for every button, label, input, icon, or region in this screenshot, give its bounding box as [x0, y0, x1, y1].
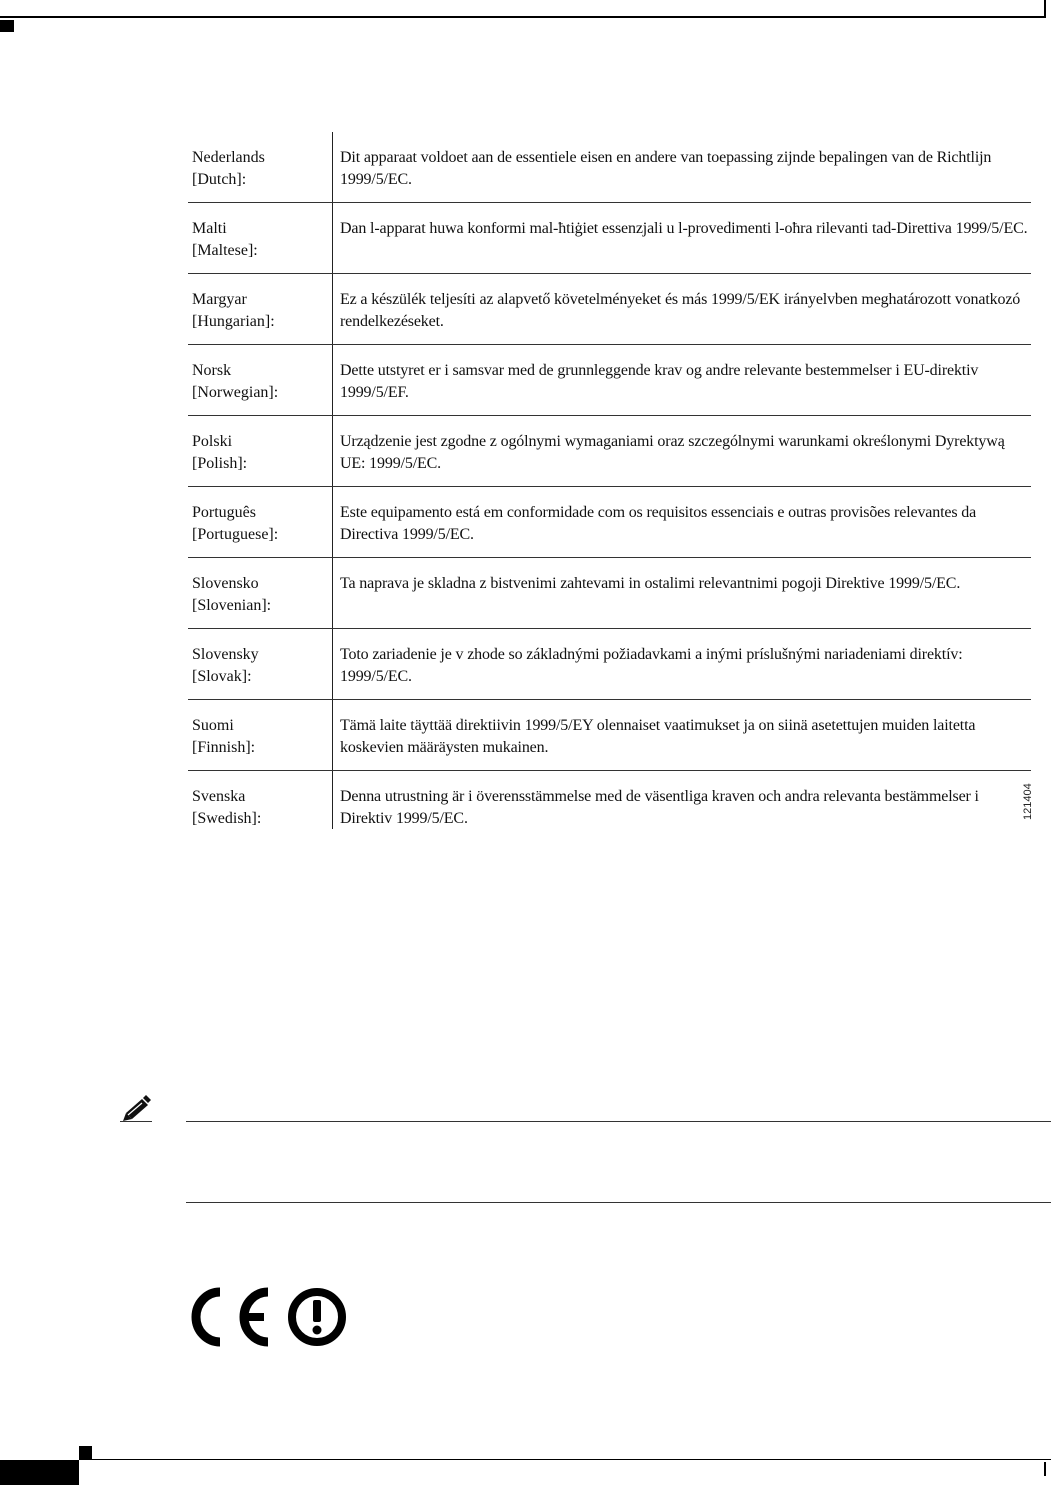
language-cell: [192, 147, 327, 191]
footer-corner-tick: [1044, 1462, 1046, 1476]
declaration-text: Dit apparaat voldoet aan de essentiele eisen en andere van toepassing zijnde bepalingen van de Richtlijn 1999/5/EC.: [340, 149, 992, 188]
language-tag: [Swedish]:: [192, 810, 262, 827]
table-row: [188, 344, 1031, 415]
declaration-text: Urządzenie jest zgodne z ogólnymi wymaganiami oraz szczególnymi warunkami określonymi Dyrektywą UE: 1999/5/EC.: [340, 433, 1005, 472]
table-row: [188, 628, 1031, 699]
language-name: Norsk: [192, 362, 232, 379]
declaration-text: Dan l-apparat huwa konformi mal-ħtiġiet essenzjali u l-provedimenti l-oħra rilevanti tad-Direttiva 1999/5/EC.: [340, 220, 1028, 237]
figure-id: 121404: [1022, 783, 1034, 820]
language-tag: [Slovenian]:: [192, 597, 272, 614]
language-cell: [192, 360, 327, 404]
table-row: [188, 770, 1031, 837]
header-marker-block: [0, 20, 14, 32]
note-rule-stub: [120, 1121, 152, 1122]
table-row: [188, 202, 1031, 273]
language-name: Polski: [192, 433, 233, 450]
declaration-text: Dette utstyret er i samsvar med de grunnleggende krav og andre relevante bestemmelser i EU-direktiv 1999/5/EF.: [340, 362, 979, 401]
language-tag: [Hungarian]:: [192, 313, 275, 330]
language-name: Português: [192, 504, 256, 521]
ce-marking: [190, 1286, 350, 1348]
declaration-text: Tämä laite täyttää direktiivin 1999/5/EY olennaiset vaatimukset ja on siinä asetettujen muiden laitetta koskevien määräysten mukainen.: [340, 717, 976, 756]
declaration-text: Este equipamento está em conformidade com os requisitos essenciais e outras provisões relevantes da Directiva 1999/5/EC.: [340, 504, 977, 543]
footer-rule: [79, 1459, 1051, 1460]
language-name: Slovensky: [192, 646, 259, 663]
language-cell: [192, 502, 327, 546]
language-tag: [Finnish]:: [192, 739, 256, 756]
language-cell: [192, 715, 327, 759]
language-name: Margyar: [192, 291, 247, 308]
language-cell: [192, 431, 327, 475]
language-name: Slovensko: [192, 575, 259, 592]
footer-marker-square: [79, 1446, 92, 1459]
language-tag: [Maltese]:: [192, 242, 258, 259]
header-rule: [0, 16, 1046, 18]
header-corner-tick: [1044, 0, 1046, 18]
ce-mark-icon: [196, 1292, 268, 1342]
note-top-rule: [186, 1121, 1051, 1122]
language-cell: [192, 218, 327, 262]
language-name: Svenska: [192, 788, 246, 805]
language-cell: [192, 289, 327, 333]
language-name: Suomi: [192, 717, 234, 734]
declaration-text: Toto zariadenie je v zhode so základnými požiadavkami a inými príslušnými nariadeniami direktív: 1999/5/EC.: [340, 646, 963, 685]
language-cell: [192, 644, 327, 688]
table-row: [188, 557, 1031, 628]
table-row: [188, 415, 1031, 486]
language-tag: [Norwegian]:: [192, 384, 279, 401]
table-row: [188, 699, 1031, 770]
table-row: [188, 486, 1031, 557]
language-tag: [Polish]:: [192, 455, 248, 472]
language-name: Nederlands: [192, 149, 265, 166]
note-bottom-rule: [186, 1202, 1051, 1203]
declaration-table: [188, 132, 1031, 837]
language-tag: [Portuguese]:: [192, 526, 279, 543]
language-tag: [Dutch]:: [192, 171, 247, 188]
language-cell: [192, 573, 327, 617]
footer-page-tab: [0, 1460, 79, 1485]
declaration-text: Ez a készülék teljesíti az alapvető követelményeket és más 1999/5/EK irányelvben meghatározott vonatkozó rendelkezéseket.: [340, 291, 1021, 330]
language-name: Malti: [192, 220, 227, 237]
alert-circle-icon: [292, 1292, 342, 1342]
declaration-text: Ta naprava je skladna z bistvenimi zahtevami in ostalimi relevantnimi pogoji Direktive 1999/5/EC.: [340, 575, 961, 592]
table-row: [188, 132, 1031, 202]
table-row: [188, 273, 1031, 344]
language-tag: [Slovak]:: [192, 668, 252, 685]
declaration-text: Denna utrustning är i överensstämmelse med de väsentliga kraven och andra relevanta bestämmelser i Direktiv 1999/5/EC.: [340, 788, 979, 827]
language-cell: [192, 786, 327, 830]
